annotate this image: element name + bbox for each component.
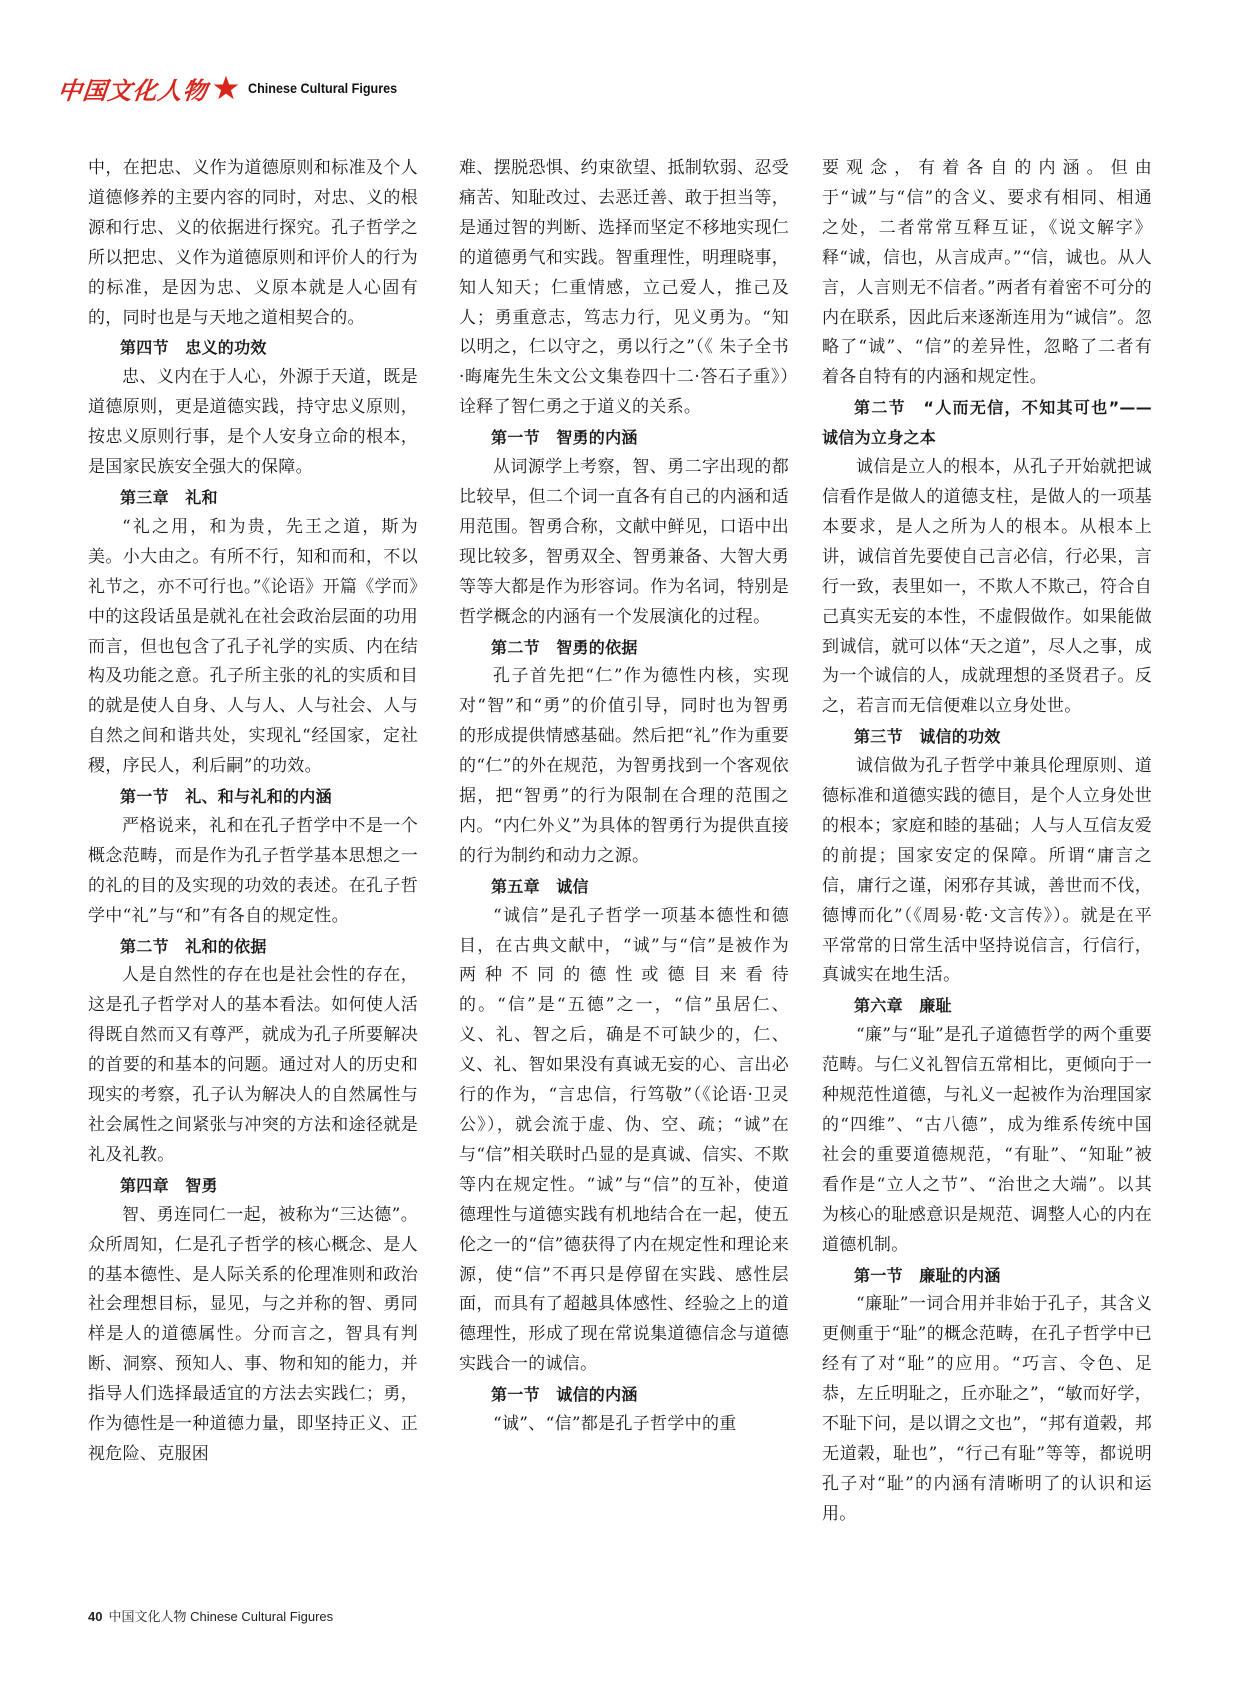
text-column-1 — [88, 154, 418, 1470]
paragraph: 诚信做为孔子哲学中兼具伦理原则、道德标准和道德实践的德目，是个人立身处世的根本；家庭和睦的基础；人与人互信友爱的前提；国家安定的保障。所谓“庸言之信，庸行之谨，闲邪存其诚，善世而不伐，德博而化”（《周易·乾·文言传》）。就是在平平常常的日常生活中坚持说信言，行信行，真诚实在地生活。 — [822, 756, 1152, 986]
paragraph: 人是自然性的存在也是社会性的存在，这是孔子哲学对人的基本看法。如何使人活得既自然而又有尊严，就成为孔子所要解决的首要的和基本的问题。通过对人的历史和现实的考察，孔子认为解决人的自然属性与社会属性之间紧张与冲突的方法和途径就是礼及礼教。 — [88, 965, 418, 1165]
chapter-heading: 第六章 廉耻 — [854, 996, 952, 1016]
paragraph: 难、摆脱恐惧、约束欲望、抵制软弱、忍受痛苦、知耻改过、去恶迁善、敢于担当等，是通过智的判断、选择而坚定不移地实现仁的道德勇气和实践。智重理性，明理晓事，知人知天；仁重情感，立己爱人，推己及人；勇重意志，笃志力行，见义勇为。“知以明之，仁以守之，勇以行之”（《 朱子全书·晦庵先生朱文公文集卷四十二·答石子重》）诠释了智仁勇之于道义的关系。 — [459, 158, 789, 418]
section-heading: 第一节 廉耻的内涵 — [854, 1265, 1001, 1285]
section-heading: 第一节 智勇的内涵 — [491, 428, 638, 448]
paragraph: 严格说来，礼和在孔子哲学中不是一个概念范畴，而是作为孔子哲学基本思想之一的礼的目的及实现的功效的表述。在孔子哲学中“礼”与“和”有各自的规定性。 — [88, 815, 418, 926]
section-heading: 第一节 礼、和与礼和的内涵 — [120, 787, 332, 807]
paragraph: “廉”与“耻”是孔子道德哲学的两个重要范畴。与仁义礼智信五常相比，更倾向于一种规范性道德，与礼义一起被作为治理国家的“四维”、“古八德”，成为维系传统中国社会的重要道德规范，“有耻”、“知耻”被看作是“立人之节”、“治世之大端”。以其为核心的耻感意识是规范、调整人心的内在道德机制。 — [822, 1025, 1152, 1255]
page-footer — [88, 1606, 333, 1625]
section-heading: 第二节 智勇的依据 — [491, 637, 638, 657]
paragraph: “礼之用，和为贵，先王之道，斯为美。小大由之。有所不行，知和而和，不以礼节之，亦不可行也。”《论语》开篇《学而》中的这段话虽是就礼在社会政治层面的功用而言，但也包含了孔子礼学的实质、内在结构及功能之意。孔子所主张的礼的实质和目的就是使人自身、人与人、人与社会、人与自然之间和谐共处，实现礼“经国家，定社稷，序民人，利后嗣”的功效。 — [88, 516, 418, 777]
chapter-heading: 第三章 礼和 — [120, 487, 218, 507]
paragraph: 中，在把忠、义作为道德原则和标准及个人道德修养的主要内容的同时，对忠、义的根源和行忠、义的依据进行探究。孔子哲学之所以把忠、义作为道德原则和评价人的行为的标准，是因为忠、义原本就是人心固有的，同时也是与天地之道相契合的。 — [88, 158, 418, 328]
text-column-3 — [822, 154, 1152, 1530]
star-icon — [212, 74, 240, 102]
paragraph: 要观念，有着各自的内涵。但由于“诚”与“信”的含义、要求有相同、相通之处，二者常常互释互证，《说文解字》释“诚，信也，从言成声。”“信，诚也。从人言，人言则无不信者。”两者有着密不可分的内在联系，因此后来逐渐连用为“诚信”。忽略了“诚”、“信”的差异性，忽略了二者有着各自特有的内涵和规定性。 — [822, 158, 1152, 388]
section-heading: 第四节 忠义的功效 — [120, 338, 267, 358]
section-heading: 第二节 “人而无信，不知其可也”——诚信为立身之本 — [822, 398, 1152, 448]
header-english-title: Chinese Cultural Figures — [248, 80, 398, 96]
header-chinese-title: 中国文化人物 — [56, 76, 210, 105]
paragraph: 忠、义内在于人心，外源于天道，既是道德原则，更是道德实践，持守忠义原则，按忠义原则行事，是个人安身立命的根本，是国家民族安全强大的保障。 — [88, 367, 418, 478]
paragraph: “诚”、“信”都是孔子哲学中的重 — [493, 1414, 737, 1435]
paragraph: 从词源学上考察，智、勇二字出现的都比较早，但二个词一直各有自己的内涵和适用范围。智勇合称，文献中鲜见，口语中出现比较多，智勇双全、智勇兼备、大智大勇等等大都是作为形容词。作为名词，特别是哲学概念的内涵有一个发展演化的过程。 — [459, 457, 789, 627]
paragraph: 智、勇连同仁一起，被称为“三达德”。众所周知，仁是孔子哲学的核心概念、是人的基本德性、是人际关系的伦理准则和政治社会理想目标，显见，与之并称的智、勇同样是人的道德属性。分而言之，智具有判断、洞察、预知人、事、物和知的能力，并指导人们选择最适宜的方法去实践仁；勇，作为德性是一种道德力量，即坚持正义、正视危险、克服困 — [88, 1204, 418, 1464]
magazine-header — [58, 70, 414, 106]
footer-title: 中国文化人物 Chinese Cultural Figures — [108, 1609, 334, 1624]
text-column-2 — [459, 154, 789, 1440]
section-heading: 第二节 礼和的依据 — [120, 936, 267, 956]
chapter-heading: 第五章 诚信 — [491, 876, 589, 896]
paragraph: 孔子首先把“仁”作为德性内核，实现对“智”和“勇”的价值引导，同时也为智勇的形成提供情感基础。然后把“礼”作为重要的“仁”的外在规范，为智勇找到一个客观依据，把“智勇”的行为限制在合理的范围之内。“内仁外义”为具体的智勇行为提供直接的行为制约和动力之源。 — [459, 666, 789, 866]
section-heading: 第一节 诚信的内涵 — [491, 1385, 638, 1405]
paragraph: “诚信”是孔子哲学一项基本德性和德目，在古典文献中，“诚”与“信”是被作为两种不同的德性或德目来看待的。“信”是“五德”之一，“信”虽居仁、义、礼、智之后，确是不可缺少的，仁、义、礼、智如果没有真诚无妄的心、言出必行的作为，“言忠信，行笃敬”（《论语·卫灵公》），就会流于虚、伪、空、疏；“诚”在与“信”相关联时凸显的是真诚、信实、不欺等内在规定性。“诚”与“信”的互补，使道德理性与道德实践有机地结合在一起，使五伦之一的“信”德获得了内在规定性和理论来源，使“信”不再只是停留在实践、感性层面，而具有了超越具体感性、经验之上的道德理性，形成了现在常说集道德信念与道德实践合一的诚信。 — [459, 905, 789, 1375]
section-heading: 第三节 诚信的功效 — [854, 727, 1001, 747]
paragraph: 诚信是立人的根本，从孔子开始就把诚信看作是做人的道德支柱，是做人的一项基本要求，是人之所为人的根本。从根本上讲，诚信首先要使自己言必信，行必果，言行一致，表里如一，不欺人不欺己，符合自己真实无妄的本性，不虚假做作。如果能做到诚信，就可以体“天之道”，尽人之事，成为一个诚信的人，成就理想的圣贤君子。反之，若言而无信便难以立身处世。 — [822, 457, 1152, 717]
chapter-heading: 第四章 智勇 — [120, 1175, 218, 1195]
page-number: 40 — [88, 1609, 103, 1624]
paragraph: “廉耻”一词合用并非始于孔子，其含义更侧重于“耻”的概念范畴，在孔子哲学中已经有了对“耻”的应用。“巧言、令色、足恭，左丘明耻之，丘亦耻之”，“敏而好学，不耻下问，是以谓之文也”，“邦有道榖，邦无道榖，耻也”，“行己有耻”等等，都说明孔子对“耻”的内涵有清晰明了的认识和运用。 — [822, 1294, 1152, 1524]
